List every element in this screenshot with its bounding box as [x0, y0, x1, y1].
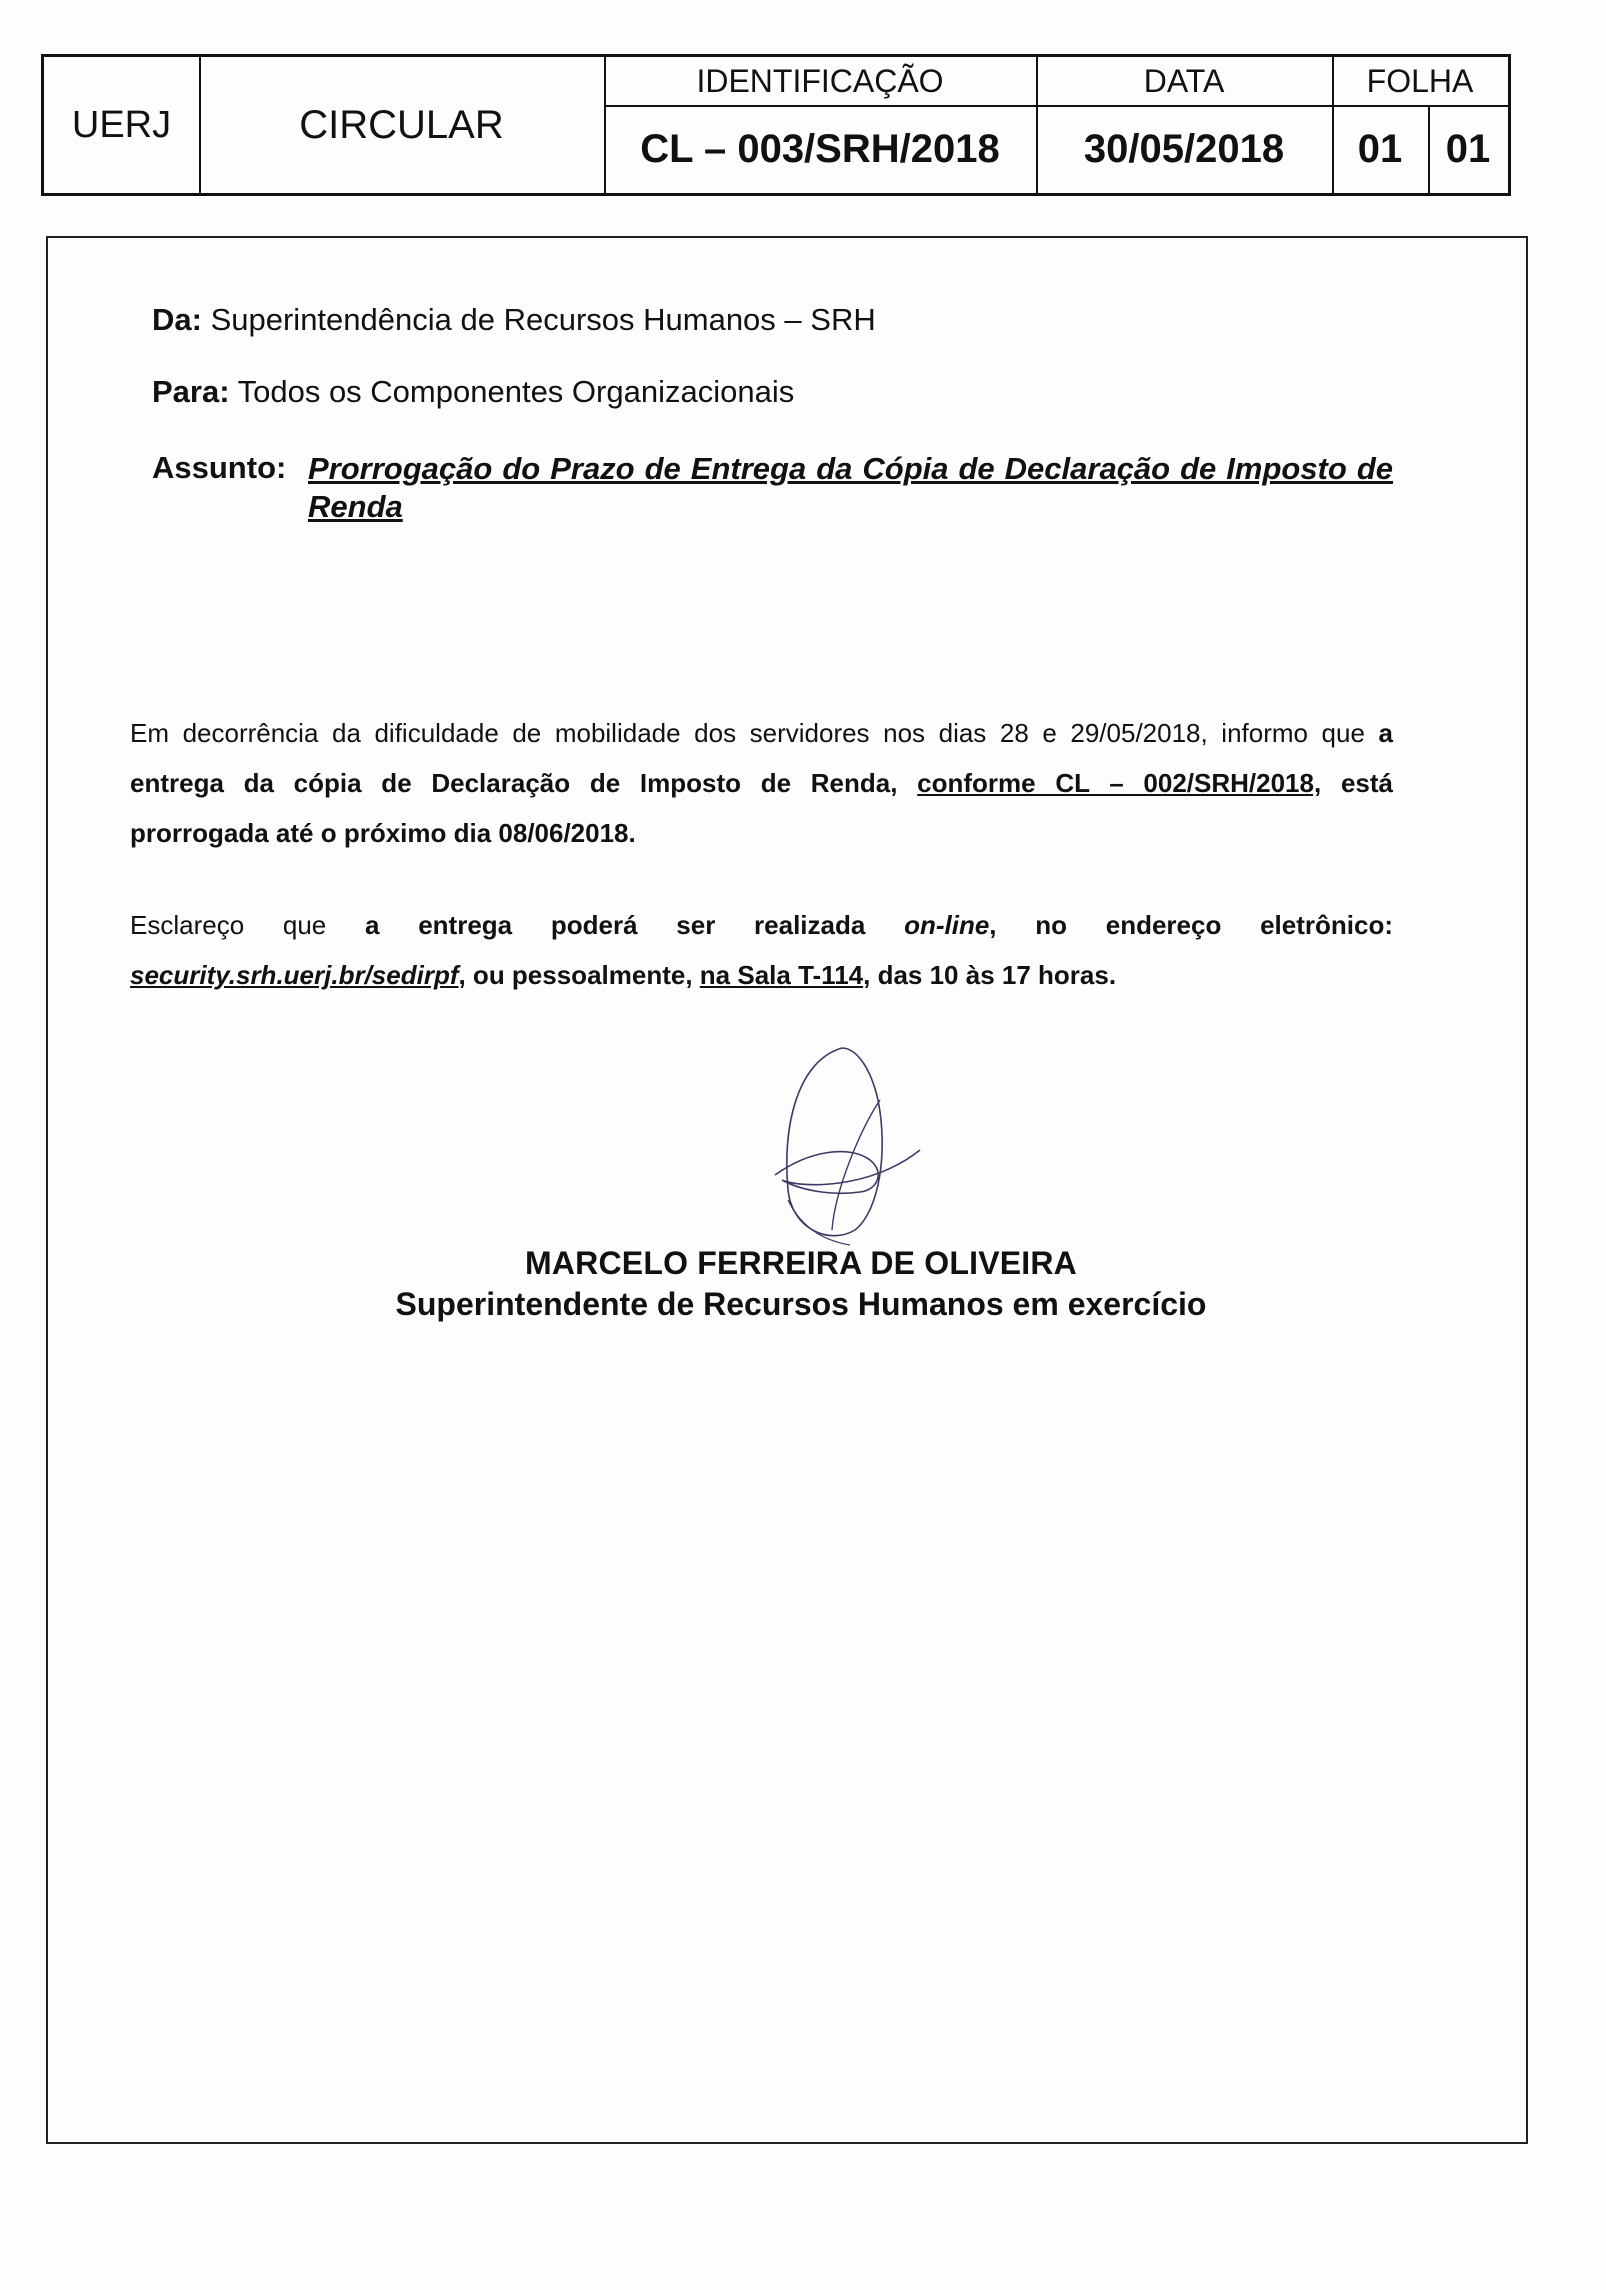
- text: está: [1340, 768, 1393, 798]
- identification-value: CL – 003/SRH/2018: [640, 126, 1000, 171]
- sheet-current: 01: [1357, 126, 1403, 171]
- to-line: [152, 374, 794, 410]
- from-line: [152, 302, 876, 338]
- web-address-link[interactable]: security.srh.uerj.br/sedirpf: [130, 960, 459, 990]
- text: Em decorrência da dificuldade de mobilidade dos servidores nos dias 28 e 29/05/2018, informo que: [130, 718, 1365, 748]
- subject-value: Prorrogação do Prazo de Entrega da Cópia de Declaração de Imposto de Renda: [308, 451, 1393, 524]
- paragraph-2: [130, 900, 1393, 1000]
- room-text: na Sala T-114: [699, 960, 864, 990]
- to-value: Todos os Componentes Organizacionais: [237, 374, 795, 409]
- signatory-role: [0, 1286, 1606, 1323]
- sheet-total: 01: [1445, 126, 1491, 171]
- text: Superintendente de Recursos Humanos em exercício: [395, 1286, 1207, 1322]
- sheet-label: FOLHA: [1366, 62, 1474, 99]
- text: , das 10 às 17 horas.: [863, 960, 1117, 990]
- text: , no endereço eletrônico:: [989, 910, 1393, 940]
- subject-label: Assunto:: [152, 450, 287, 485]
- text: on-line: [904, 910, 990, 940]
- paragraph-1: [130, 708, 1393, 858]
- paragraph-2-line-1: [130, 900, 1393, 950]
- header-table: [41, 54, 1511, 196]
- signatory-name: [0, 1245, 1606, 1282]
- handwritten-signature: [760, 1040, 940, 1250]
- paragraph-2-line-2: [130, 950, 1393, 1000]
- text: MARCELO FERREIRA DE OLIVEIRA: [525, 1245, 1077, 1281]
- text: entrega da cópia de Declaração de Imposto de Renda,: [130, 768, 898, 798]
- institution-cell: UERJ: [71, 103, 172, 146]
- date-value: 30/05/2018: [1083, 126, 1285, 171]
- to-label: Para:: [152, 374, 230, 409]
- from-label: Da:: [152, 302, 202, 337]
- text: Esclareço que: [130, 910, 327, 940]
- paragraph-1-line-1: [130, 708, 1393, 758]
- text: , ou pessoalmente,: [458, 960, 693, 990]
- paragraph-1-line-2: [130, 758, 1393, 808]
- text: a: [1378, 718, 1393, 748]
- identification-label: IDENTIFICAÇÃO: [696, 62, 944, 99]
- reference-link: conforme CL – 002/SRH/2018,: [917, 768, 1322, 798]
- document-type-cell: CIRCULAR: [299, 102, 504, 147]
- paragraph-1-line-3: [130, 808, 1393, 858]
- from-value: Superintendência de Recursos Humanos – SRH: [210, 302, 876, 337]
- date-label: DATA: [1143, 62, 1225, 99]
- text: prorrogada até o próximo dia 08/06/2018.: [130, 818, 636, 848]
- text: a entrega poderá ser realizada: [365, 910, 866, 940]
